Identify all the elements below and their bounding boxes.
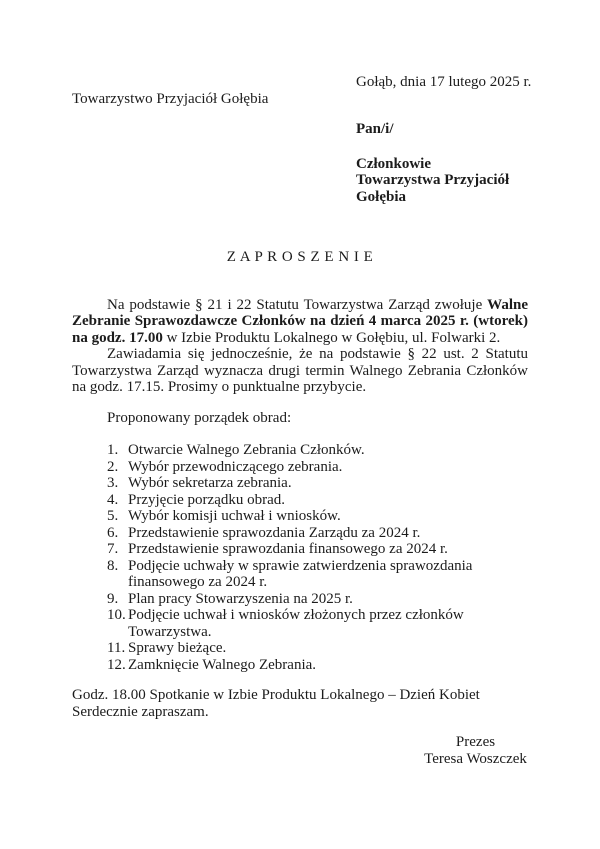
recipient-salutation: Pan/i/ [356,121,394,137]
agenda-item-12: Zamknięcie Walnego Zebrania. [128,656,317,673]
paragraph-second-term: Zawiadamia się jednocześnie, że na podstawie § 22 ust. 2 Statutu Towarzystwa Zarząd wyznacza drugi termin Walnego Zebrania Członków na godz. 17.15. Prosimy o punktualne przybycie. [72,346,528,395]
recipient-line-1: Członkowie [356,155,431,172]
agenda-item-4: Przyjęcie porządku obrad. [128,491,286,508]
letter-title: Z A P R O S Z E N I E [226,249,374,265]
recipient-line-3: Gołębia [356,188,407,205]
signature-block [393,734,558,767]
date-line: Gołąb, dnia 17 lutego 2025 r. [356,74,532,90]
recipient-line-2: Towarzystwa Przyjaciół [356,172,510,188]
signature-role: Prezes [455,734,496,750]
sender-name: Towarzystwo Przyjaciół Gołębia [72,90,269,107]
closing-invite-line: Serdecznie zapraszam. [72,703,209,720]
agenda-item-11: Sprawy bieżące. [128,640,227,656]
agenda-item-5: Wybór komisji uchwał i wniosków. [128,508,341,524]
closing-event-line: Godz. 18.00 Spotkanie w Izbie Produktu Lokalnego – Dzień Kobiet [72,687,480,703]
agenda-item-7: Przedstawienie sprawozdania finansowego za 2024 r. [128,541,448,557]
paragraph-convocation-start: Na podstawie § 21 i 22 Statutu Towarzystwa Zarząd zwołuje [107,296,488,313]
signature-name: Teresa Woszczek [424,750,527,767]
agenda-item-1: Otwarcie Walnego Zebrania Członków. [128,442,365,458]
agenda-item-6: Przedstawienie sprawozdania Zarządu za 2024 r. [128,524,421,541]
paragraph-convocation-end: w Izbie Produktu Lokalnego w Gołębiu, ul. Folwarki 2. [162,329,501,346]
agenda-list [72,442,528,673]
paragraph-convocation-bold: Walne Zebranie Sprawozdawcze Członków na dzień 4 marca 2025 r. (wtorek) na godz. 17.00 [72,296,528,346]
agenda-heading: Proponowany porządek obrad: [107,409,292,426]
agenda-item-8: Podjęcie uchwały w sprawie zatwierdzenia sprawozdania finansowego za 2024 r. [128,557,473,590]
closing-block [72,687,528,720]
agenda-item-9: Plan pracy Stowarzyszenia na 2025 r. [128,590,353,607]
recipient-block [356,156,528,206]
agenda-item-2: Wybór przewodniczącego zebrania. [128,458,343,475]
agenda-item-3: Wybór sekretarza zebrania. [128,475,292,491]
agenda-item-10: Podjęcie uchwał i wniosków złożonych przez członków Towarzystwa. [128,607,464,640]
paragraph-convocation [72,297,528,347]
